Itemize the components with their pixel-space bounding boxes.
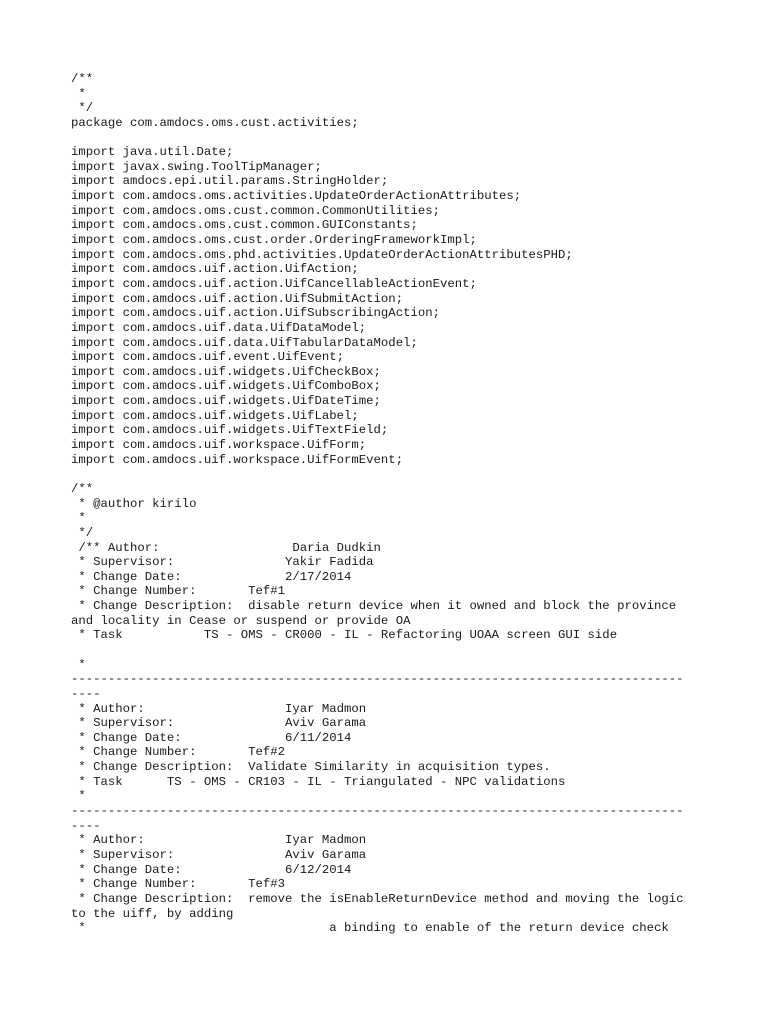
code-line: * Task TS - OMS - CR103 - IL - Triangulated - NPC validations	[71, 774, 566, 789]
code-line: *	[71, 86, 86, 101]
code-line: import com.amdocs.oms.phd.activities.UpdateOrderActionAttributesPHD;	[71, 247, 573, 262]
code-line: import com.amdocs.oms.cust.order.OrderingFrameworkImpl;	[71, 233, 477, 248]
code-line	[71, 467, 711, 482]
code-line: * Change Date: 6/12/2014	[71, 862, 352, 877]
code-line: import amdocs.epi.util.params.StringHolder;	[71, 174, 389, 189]
code-line: * Change Number: Tef#1	[71, 584, 286, 599]
code-line: * Supervisor: Aviv Garama	[71, 847, 367, 862]
code-line: and locality in Cease or suspend or provide OA	[71, 613, 411, 628]
code-line: import com.amdocs.oms.cust.common.CommonUtilities;	[71, 203, 440, 218]
code-line: import com.amdocs.oms.activities.UpdateOrderActionAttributes;	[71, 189, 522, 204]
code-line: package com.amdocs.oms.cust.activities;	[71, 115, 359, 130]
code-line: * Change Number: Tef#3	[71, 877, 286, 892]
code-line: *	[71, 789, 86, 804]
code-line: * Change Description: Validate Similarity in acquisition types.	[71, 760, 551, 775]
code-line: import com.amdocs.uif.widgets.UifComboBox;	[71, 379, 381, 394]
code-line	[71, 643, 711, 658]
code-line: import com.amdocs.uif.event.UifEvent;	[71, 350, 345, 365]
code-line: */	[71, 525, 94, 540]
code-line: *	[71, 657, 86, 672]
code-line: import com.amdocs.oms.cust.common.GUIConstants;	[71, 218, 418, 233]
code-line: import com.amdocs.uif.widgets.UifCheckBox;	[71, 364, 381, 379]
code-line: -----------------------------------------------------------------------------------	[71, 804, 684, 819]
code-line: to the uiff, by adding	[71, 906, 234, 921]
code-line: * Author: Iyar Madmon	[71, 833, 367, 848]
code-line: import com.amdocs.uif.workspace.UifFormEvent;	[71, 452, 404, 467]
code-line: */	[71, 101, 94, 116]
code-line: import com.amdocs.uif.widgets.UifLabel;	[71, 408, 359, 423]
code-line: * Task TS - OMS - CR000 - IL - Refactoring UOAA screen GUI side	[71, 628, 618, 643]
code-line: * Author: Iyar Madmon	[71, 701, 367, 716]
code-line: import java.util.Date;	[71, 145, 234, 160]
code-line: /** Author: Daria Dudkin	[71, 540, 381, 555]
code-line: import com.amdocs.uif.action.UifSubmitAction;	[71, 291, 404, 306]
code-line: import com.amdocs.uif.data.UifDataModel;	[71, 320, 367, 335]
code-line: import com.amdocs.uif.action.UifAction;	[71, 262, 359, 277]
code-line: * Change Date: 6/11/2014	[71, 730, 352, 745]
code-line: * Supervisor: Yakir Fadida	[71, 555, 374, 570]
code-line: * Change Date: 2/17/2014	[71, 569, 352, 584]
source-code-text	[71, 72, 711, 936]
code-line: /**	[71, 72, 94, 86]
code-line: * Change Number: Tef#2	[71, 745, 286, 760]
code-line: * a binding to enable of the return device check	[71, 921, 669, 936]
code-line: * Change Description: disable return device when it owned and block the province	[71, 599, 677, 614]
code-line: ----	[71, 818, 101, 833]
code-line	[71, 131, 711, 146]
code-line: import javax.swing.ToolTipManager;	[71, 159, 322, 174]
code-line: ----	[71, 686, 101, 701]
code-line: import com.amdocs.uif.action.UifCancellableActionEvent;	[71, 276, 477, 291]
code-line: import com.amdocs.uif.workspace.UifForm;	[71, 438, 367, 453]
code-line: import com.amdocs.uif.widgets.UifDateTime;	[71, 394, 381, 409]
code-line: *	[71, 511, 86, 526]
code-line: -----------------------------------------------------------------------------------	[71, 672, 684, 687]
code-line: import com.amdocs.uif.widgets.UifTextField;	[71, 423, 389, 438]
code-line: import com.amdocs.uif.action.UifSubscribingAction;	[71, 306, 440, 321]
code-line: * @author kirilo	[71, 496, 197, 511]
code-line: * Supervisor: Aviv Garama	[71, 716, 367, 731]
code-line: import com.amdocs.uif.data.UifTabularDataModel;	[71, 335, 418, 350]
code-line: * Change Description: remove the isEnableReturnDevice method and moving the logic	[71, 891, 684, 906]
code-line: /**	[71, 481, 94, 496]
